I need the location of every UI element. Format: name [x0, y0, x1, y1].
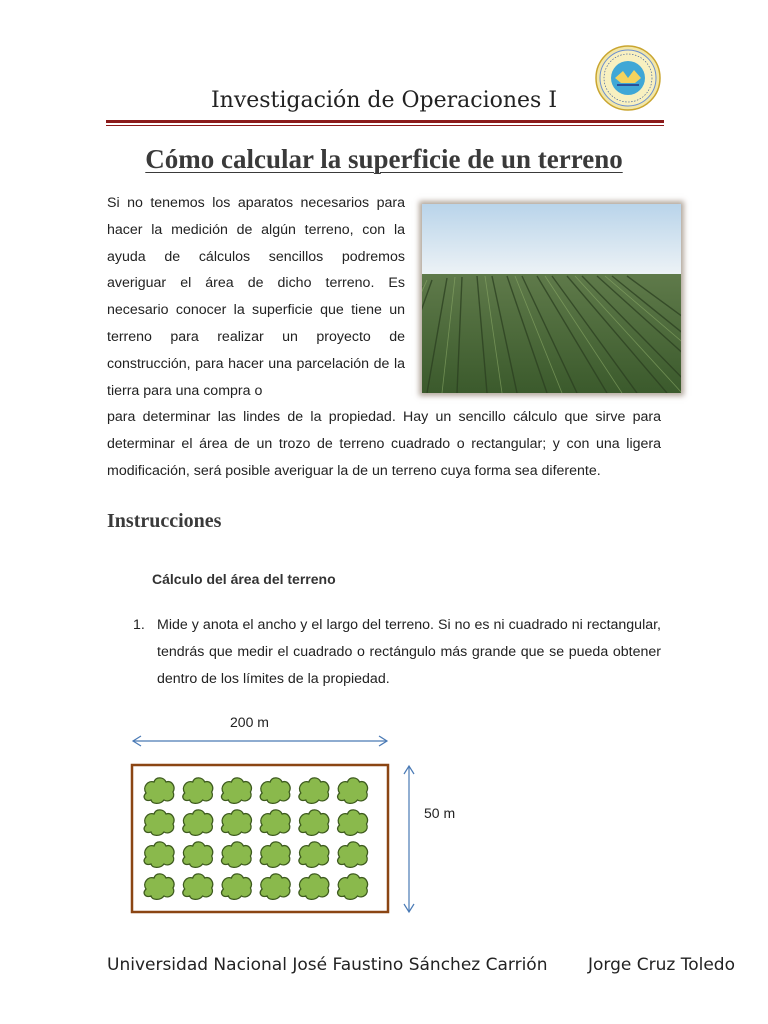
bush-icon: [222, 778, 252, 804]
crop-field-photo: [422, 204, 681, 393]
header-rule-thin: [106, 125, 664, 126]
document-title: Cómo calcular la superficie de un terreno: [145, 144, 623, 174]
bush-icon: [144, 842, 174, 868]
header-title: Investigación de Operaciones I: [210, 88, 558, 113]
bush-icon: [260, 874, 290, 900]
terrain-diagram: [125, 730, 425, 920]
bush-icon: [183, 778, 213, 804]
footer-university: Universidad Nacional José Faustino Sánchez Carrión: [107, 955, 548, 975]
bush-icon: [338, 842, 368, 868]
subsection-heading: Cálculo del área del terreno: [152, 571, 336, 587]
height-dimension-label: 50 m: [424, 805, 456, 821]
bush-icon: [338, 810, 368, 836]
intro-paragraph: Si no tenemos los aparatos necesarios para hacer la medición de algún terreno, con la ayuda de cálculos sencillos podremos averiguar el área de dicho terreno. Es necesario conocer la superficie que tiene un terreno para realizar un proyecto de construcción, para hacer una parcelación de la tierra para una compra o: [107, 195, 405, 399]
bush-icon: [222, 842, 252, 868]
list-item-number: 1.: [133, 617, 145, 633]
intro-paragraph-continued: para determinar las lindes de la propiedad. Hay un sencillo cálculo que sirve para determinar el área de un trozo de terreno cuadrado o rectangular; y con una ligera modificación, será posible averiguar la de un terreno cuya forma sea diferente.: [107, 409, 661, 479]
footer-author: Jorge Cruz Toledo: [588, 955, 735, 975]
width-dimension-label: 200 m: [230, 714, 269, 730]
university-seal-logo: [595, 45, 661, 111]
bush-icon: [260, 842, 290, 868]
bush-icon: [183, 874, 213, 900]
list-item-text: Mide y anota el ancho y el largo del terreno. Si no es ni cuadrado ni rectangular, tendrás que medir el cuadrado o rectángulo más grande que se pueda obtener dentro de los límites de la propiedad.: [157, 617, 661, 687]
bush-icon: [183, 810, 213, 836]
bush-icon: [222, 874, 252, 900]
bush-icon: [299, 874, 329, 900]
bush-icon: [299, 842, 329, 868]
bush-icon: [338, 778, 368, 804]
bush-icon: [144, 778, 174, 804]
bush-icon: [144, 810, 174, 836]
header-rule-thick: [106, 120, 664, 123]
bush-icon: [299, 778, 329, 804]
bush-icon: [299, 810, 329, 836]
bush-icon: [260, 778, 290, 804]
bush-icon: [338, 874, 368, 900]
bush-icon: [183, 842, 213, 868]
width-arrow: [133, 736, 387, 746]
bush-icon: [144, 874, 174, 900]
section-heading: Instrucciones: [107, 510, 222, 532]
height-arrow: [404, 766, 414, 912]
bush-icon: [260, 810, 290, 836]
bush-icon: [222, 810, 252, 836]
